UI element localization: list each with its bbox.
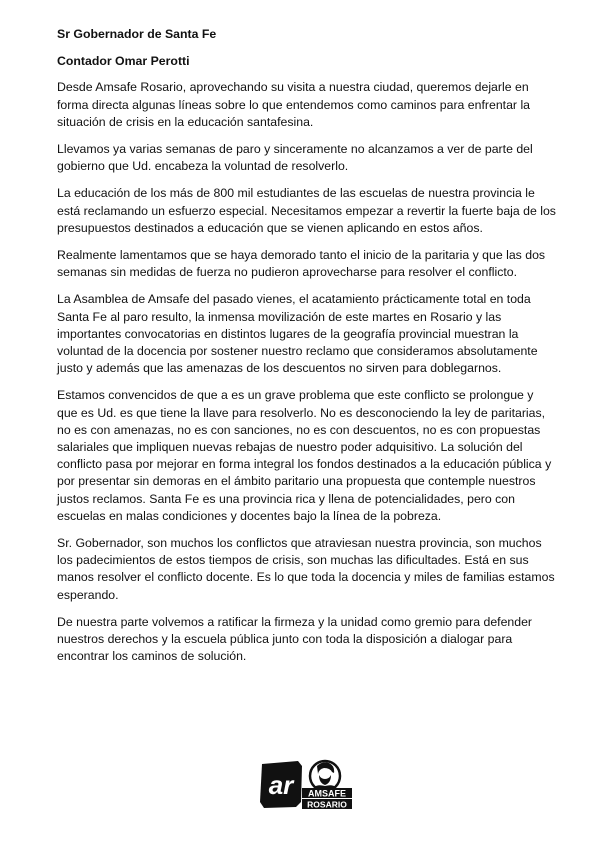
paragraph-3: La educación de los más de 800 mil estudiantes de las escuelas de nuestra provincia le está reclamando un esfuerzo especial. Necesitamos empezar a revertir la fuerte baja de los presupuestos destinados a educación que se vienen aplicando en estos años. <box>57 186 556 235</box>
paragraph-7: Sr. Gobernador, son muchos los conflictos que atraviesan nuestra provincia, son muchos los padecimientos de estos tiempos de crisis, son muchas las dificultades. Está en sus manos resolver el conflicto docente. Es lo que toda la docencia y miles de familias estamos esperando. <box>57 536 555 602</box>
recipient-heading: Sr Gobernador de Santa Fe <box>57 27 217 41</box>
paragraph-5: La Asamblea de Amsafe del pasado vienes, el acatamiento prácticamente total en toda Santa Fe al paro resulto, la inmensa movilización de este martes en Rosario y las importantes convocatorias en distintos lugares de la geografía provincial muestran la voluntad de la docencia por sostener nuestro reclamo que consideramos absolutamente justo y además que las amenazas de los descuentos no sirven para doblegarnos. <box>57 292 538 376</box>
logo-mark: ar <box>268 770 294 800</box>
recipient-name: Contador Omar Perotti <box>57 53 190 68</box>
paragraph-2: Llevamos ya varias semanas de paro y sinceramente no alcanzamos a ver de parte del gobierno que Ud. encabeza la voluntad de resolverlo. <box>57 142 533 174</box>
logo-amsafe: AMSAFE <box>308 788 346 799</box>
paragraph-4: Realmente lamentamos que se haya demorado tanto el inicio de la paritaria y que las dos semanas sin medidas de fuerza no pudieron aprovecharse para resolver el conflicto. <box>57 248 546 280</box>
letter-body <box>57 26 557 676</box>
logo-rosario: ROSARIO <box>307 799 347 810</box>
paragraph-8: De nuestra parte volvemos a ratificar la firmeza y la unidad como gremio para defender nuestros derechos y la escuela pública junto con toda la disposición a dialogar para encontrar los caminos de solución. <box>57 614 533 664</box>
amsafe-rosario-logo <box>258 758 354 810</box>
paragraph-1: Desde Amsafe Rosario, aprovechando su visita a nuestra ciudad, queremos dejarle en forma directa algunas líneas sobre lo que entendemos como caminos para enfrentar la situación de crisis en la educación santafesina. <box>57 80 531 129</box>
paragraph-6: Estamos convencidos de que a es un grave problema que este conflicto se prolongue y que es Ud. es que tiene la llave para resolverlo. No es desconociendo la ley de paritarias, no es con amenazas, no es con sanciones, no es con descuentos, no es con propuestas salariales que impliquen nuevas rebajas de nuestro poder adquisitivo. La solución del conflicto pasa por mejorar en forma integral los fondos destinados a la educación pública y por presentar sin demoras en el ámbito paritario una propuesta que contemple nuestros justos reclamos. Santa Fe es una provincia rica y llena de potencialidades, pero con escuelas en malas condiciones y docentes bajo la línea de la pobreza. <box>57 388 552 523</box>
